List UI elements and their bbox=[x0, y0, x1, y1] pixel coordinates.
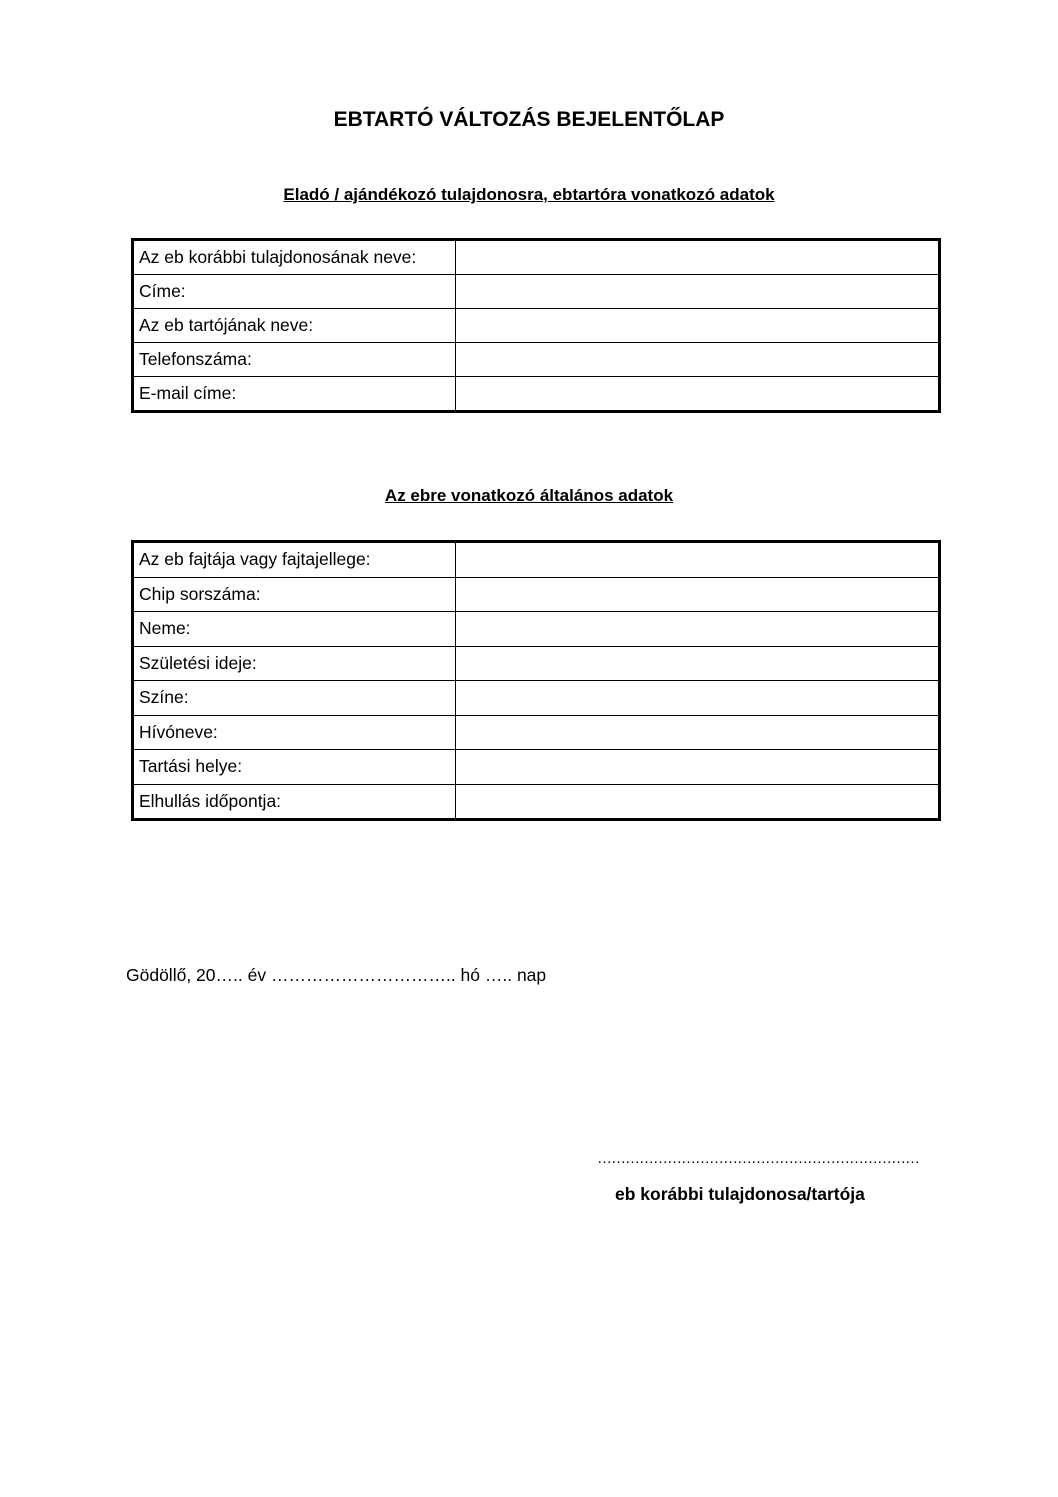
field-value[interactable] bbox=[456, 715, 940, 750]
form-row bbox=[133, 577, 940, 612]
form-row bbox=[133, 542, 940, 578]
section1-heading: Eladó / ajándékozó tulajdonosra, ebtartóra vonatkozó adatok bbox=[283, 185, 775, 204]
field-label: Az eb fajtája vagy fajtajellege: bbox=[133, 542, 456, 578]
form-row bbox=[133, 750, 940, 785]
form-row bbox=[133, 681, 940, 716]
field-value[interactable] bbox=[456, 646, 940, 681]
signature-line: …………………………………………………………… bbox=[597, 1150, 919, 1167]
signature-caption: eb korábbi tulajdonosa/tartója bbox=[615, 1184, 865, 1204]
form-row bbox=[133, 343, 940, 377]
field-label: Az eb korábbi tulajdonosának neve: bbox=[133, 240, 456, 275]
field-value[interactable] bbox=[456, 343, 940, 377]
field-label: Chip sorszáma: bbox=[133, 577, 456, 612]
field-value[interactable] bbox=[456, 275, 940, 309]
field-value[interactable] bbox=[456, 784, 940, 820]
field-label: Neme: bbox=[133, 612, 456, 647]
form-row bbox=[133, 646, 940, 681]
form-row bbox=[133, 377, 940, 412]
field-label: Hívóneve: bbox=[133, 715, 456, 750]
field-value[interactable] bbox=[456, 377, 940, 412]
form-row bbox=[133, 309, 940, 343]
section2-heading: Az ebre vonatkozó általános adatok bbox=[384, 486, 674, 505]
field-value[interactable] bbox=[456, 750, 940, 785]
date-line: Gödöllő, 20….. év ………………………….. hó ….. nap bbox=[126, 965, 547, 985]
field-value[interactable] bbox=[456, 240, 940, 275]
form-row bbox=[133, 784, 940, 820]
form-row bbox=[133, 240, 940, 275]
field-label: Címe: bbox=[133, 275, 456, 309]
field-label: Telefonszáma: bbox=[133, 343, 456, 377]
field-value[interactable] bbox=[456, 612, 940, 647]
field-value[interactable] bbox=[456, 577, 940, 612]
dog-data-table bbox=[131, 540, 941, 821]
field-label: E-mail címe: bbox=[133, 377, 456, 412]
field-label: Az eb tartójának neve: bbox=[133, 309, 456, 343]
field-label: Színe: bbox=[133, 681, 456, 716]
form-row bbox=[133, 612, 940, 647]
field-label: Elhullás időpontja: bbox=[133, 784, 456, 820]
owner-data-table bbox=[131, 238, 941, 413]
form-row bbox=[133, 275, 940, 309]
field-label: Tartási helye: bbox=[133, 750, 456, 785]
field-value[interactable] bbox=[456, 681, 940, 716]
field-label: Születési ideje: bbox=[133, 646, 456, 681]
document-title: EBTARTÓ VÁLTOZÁS BEJELENTŐLAP bbox=[333, 108, 725, 131]
field-value[interactable] bbox=[456, 542, 940, 578]
field-value[interactable] bbox=[456, 309, 940, 343]
form-row bbox=[133, 715, 940, 750]
